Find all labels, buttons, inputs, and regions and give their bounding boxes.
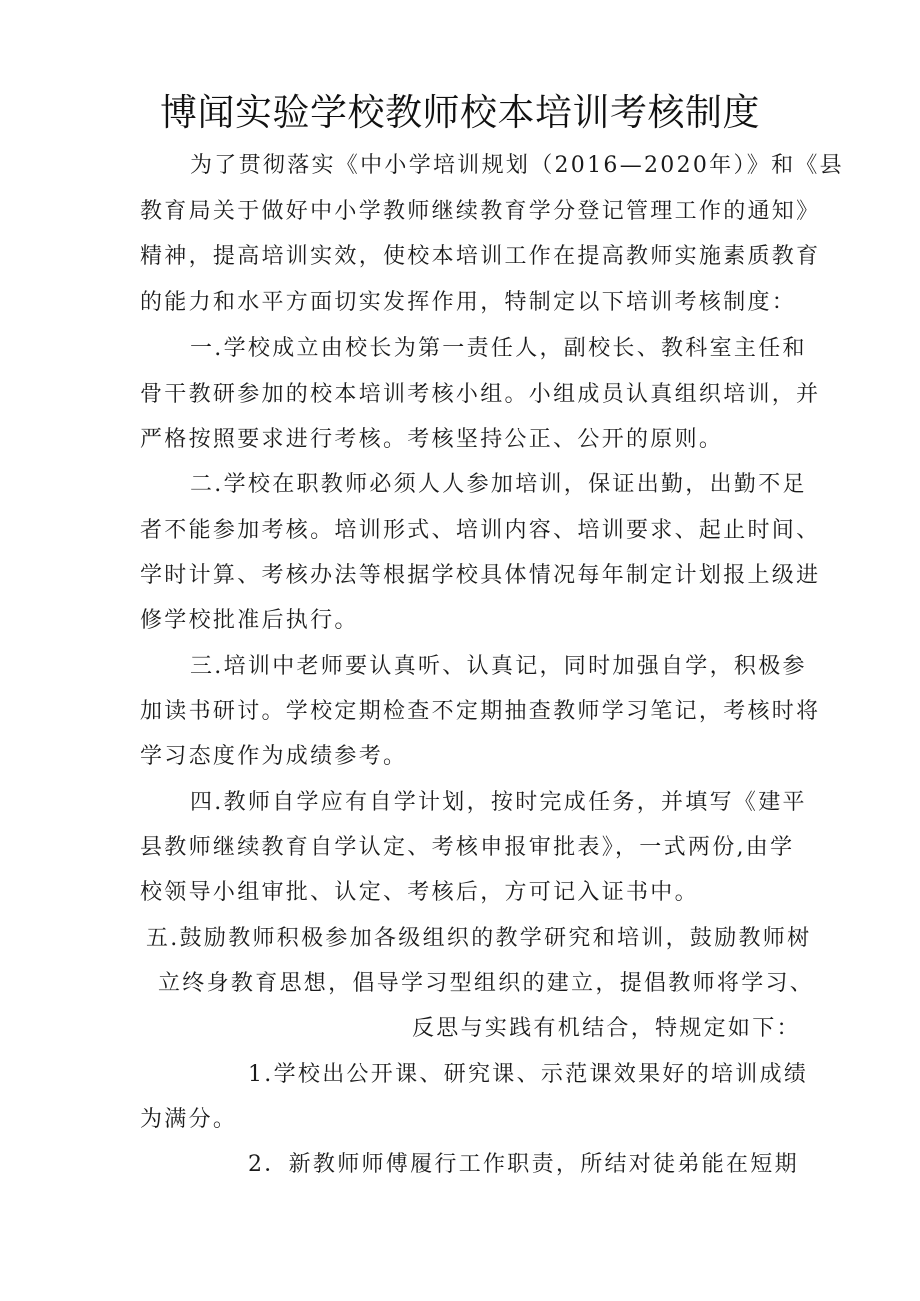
- paragraph-line: 骨干教研参加的校本培训考核小组。小组成员认真组织培训，并: [140, 382, 821, 407]
- paragraph-line: 一.学校成立由校长为第一责任人，副校长、教科室主任和: [190, 336, 807, 361]
- paragraph-line: 严格按照要求进行考核。考核坚持公正、公开的原则。: [140, 427, 724, 452]
- paragraph-line: 反思与实践有机结合，特规定如下：: [412, 1016, 801, 1041]
- paragraph-line: 二.学校在职教师必须人人参加培训，保证出勤，出勤不足: [190, 472, 807, 497]
- paragraph-line: 精神，提高培训实效，使校本培训工作在提高教师实施素质教育: [140, 244, 821, 269]
- paragraph-line: 五.鼓励教师积极参加各级组织的教学研究和培训，鼓励教师树: [146, 926, 812, 951]
- paragraph-line: 修学校批准后执行。: [140, 608, 359, 633]
- paragraph-line: 者不能参加考核。培训形式、培训内容、培训要求、起止时间、: [140, 518, 821, 543]
- paragraph-line: 1.学校出公开课、研究课、示范课效果好的培训成绩: [248, 1062, 809, 1087]
- paragraph-line: 为满分。: [140, 1107, 238, 1132]
- paragraph-line: 县教师继续教育自学认定、考核申报审批表》，一式两份,由学: [140, 835, 795, 860]
- paragraph-line: 教育局关于做好中小学教师继续教育学分登记管理工作的通知》: [140, 199, 821, 224]
- paragraph-line: 加读书研讨。学校定期检查不定期抽查教师学习笔记，考核时将: [140, 699, 821, 724]
- document-title: 博闻实验学校教师校本培训考核制度: [160, 91, 760, 134]
- paragraph-line: 学时计算、考核办法等根据学校具体情况每年制定计划报上级进: [140, 563, 821, 588]
- paragraph-line: 校领导小组审批、认定、考核后，方可记入证书中。: [140, 880, 699, 905]
- paragraph-line: 为了贯彻落实《中小学培训规划（2016—2020年）》和《县: [190, 153, 844, 178]
- paragraph-line: 学习态度作为成绩参考。: [140, 744, 408, 769]
- paragraph-line: 2．新教师师傅履行工作职责，所结对徒弟能在短期: [248, 1152, 799, 1177]
- paragraph-line: 三.培训中老师要认真听、认真记，同时加强自学，积极参: [190, 654, 807, 679]
- paragraph-line: 四.教师自学应有自学计划，按时完成任务，并填写《建平: [190, 790, 807, 815]
- paragraph-line: 立终身教育思想，倡导学习型组织的建立，提倡教师将学习、: [158, 971, 815, 996]
- paragraph-line: 的能力和水平方面切实发挥作用，特制定以下培训考核制度：: [140, 290, 797, 315]
